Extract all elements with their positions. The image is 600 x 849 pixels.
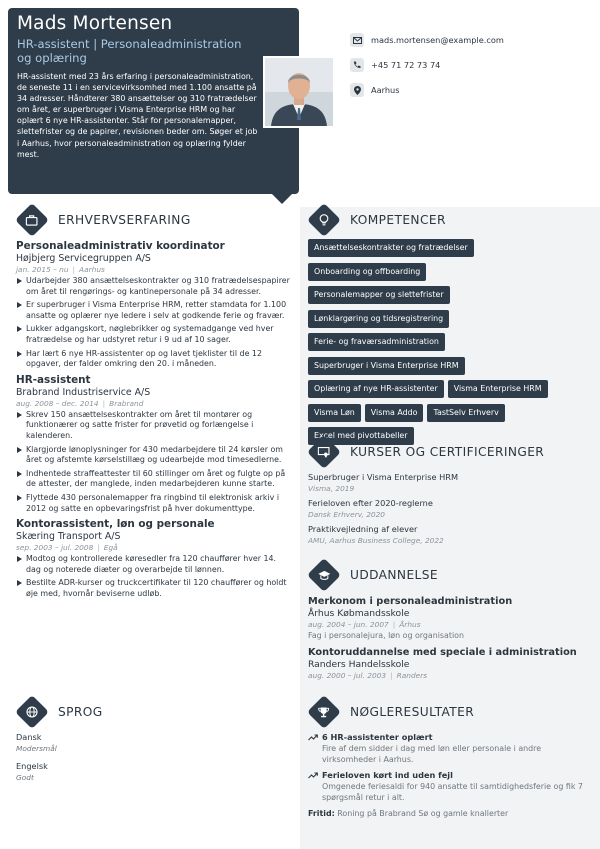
job-bullet: Lukker adgangskort, nøglebrikker og systemadgange ved hver fratrædelse og har udstyret retur i 9 ud af 10 sager. (16, 324, 290, 345)
course-meta: AMU, Aarhus Business College, 2022 (308, 536, 444, 545)
education-heading (308, 563, 438, 587)
mail-icon (350, 33, 364, 47)
job-location: Aarhus (79, 265, 105, 274)
spare-time (308, 808, 593, 819)
education-degree: Merkonom i personaleadministration (308, 596, 513, 607)
education-location: Århus (399, 620, 421, 629)
language-level: Modersmål (16, 744, 57, 753)
graduation-cap-icon (307, 558, 341, 592)
language-level: Godt (16, 773, 34, 782)
achievement-title (308, 732, 593, 743)
skill-tag: Onboarding og offboarding (308, 263, 426, 281)
courses-title: KURSER OG CERTIFICERINGER (350, 445, 545, 459)
header-card (8, 8, 299, 194)
job-entry (16, 240, 290, 370)
skill-tag: Superbruger i Visma Enterprise HRM (308, 357, 465, 375)
education-entry (308, 596, 593, 641)
trophy-icon (307, 695, 341, 729)
spare-time-text: Roning på Brabrand Sø og gamle knallerter (337, 809, 509, 818)
education-list (308, 596, 593, 681)
job-bullets (16, 410, 290, 514)
courses-heading (308, 440, 544, 464)
contact-email-row[interactable] (350, 32, 504, 48)
course-meta: Visma, 2019 (308, 484, 355, 493)
globe-icon (15, 695, 49, 729)
languages-heading (16, 700, 103, 724)
language-name: Dansk (16, 732, 42, 742)
job-bullet: Klargjorde lønoplysninger for 430 medarbejdere til 24 kørsler om året og afstemte kørselstillæg og udearbejde mod timesedlerne. (16, 445, 290, 466)
languages-list (16, 732, 290, 790)
candidate-name: Mads Mortensen (17, 13, 173, 34)
education-meta: aug. 2000 – jul. 2003 | Randers (308, 671, 428, 680)
trend-up-icon (308, 772, 318, 779)
course-name: Superbruger i Visma Enterprise HRM (308, 472, 459, 482)
contact-location: Aarhus (371, 85, 400, 95)
certificate-icon (307, 435, 341, 469)
candidate-role: HR-assistent | Personaleadministration og oplæring (17, 37, 242, 65)
courses-list (308, 472, 593, 550)
achievement-title-text: 6 HR-assistenter oplært (322, 732, 433, 742)
achievement-description: Fire af dem sidder i dag med løn eller personale i andre virksomheder i Aarhus. (322, 744, 542, 764)
contact-phone[interactable]: +45 71 72 73 74 (371, 60, 441, 70)
job-company: Højbjerg Servicegruppen A/S (16, 253, 151, 264)
location-pin-icon (350, 83, 364, 97)
skill-tag: Visma Enterprise HRM (448, 380, 548, 398)
job-meta: aug. 2008 – dec. 2014 | Brabrand (16, 398, 144, 408)
achievement-title (308, 770, 593, 781)
job-title: Kontorassistent, løn og personale (16, 518, 215, 531)
job-meta: jan. 2015 – nu | Aarhus (16, 265, 105, 274)
job-bullets (16, 276, 290, 370)
job-period: aug. 2008 – dec. 2014 (16, 398, 99, 408)
job-entry (16, 518, 290, 599)
experience-list (16, 240, 290, 602)
course-name: Praktikvejledning af elever (308, 524, 418, 534)
education-degree: Kontoruddannelse med speciale i administration (308, 647, 577, 658)
language-name: Engelsk (16, 761, 48, 771)
trend-up-icon (308, 734, 318, 741)
skills-heading (308, 208, 446, 232)
job-title: Personaleadministrativ koordinator (16, 240, 225, 252)
course-name: Ferieloven efter 2020-reglerne (308, 498, 433, 508)
job-bullets (16, 554, 290, 599)
experience-heading (16, 208, 191, 232)
achievement-description: Omgenede feriesaldi for 940 ansatte til samtidighedsferie og fik 7 spørgsmål retur i alt. (322, 782, 583, 802)
contact-phone-row[interactable] (350, 57, 504, 73)
job-company: Brabrand Industriservice A/S (16, 386, 151, 398)
skill-tag: Visma Addo (365, 404, 424, 422)
job-bullet: Flyttede 430 personalemapper fra ringbind til elektronisk arkiv i 2012 og satte en opbevaringsfrist på hver dokumenttype. (16, 493, 290, 514)
achievements-heading (308, 700, 474, 724)
spare-time-label: Fritid: (308, 809, 335, 818)
briefcase-icon (15, 203, 49, 237)
education-location: Randers (396, 671, 428, 680)
skill-tag: Excel med pivottabeller (308, 427, 414, 445)
education-period: aug. 2000 – jul. 2003 (308, 671, 387, 680)
skill-tag: Ansættelseskontrakter og fratrædelser (308, 239, 474, 257)
education-entry (308, 647, 593, 681)
job-meta: sep. 2003 – jul. 2008 | Egå (16, 543, 118, 553)
education-school: Århus Købmandsskole (308, 608, 410, 619)
achievements-list (308, 732, 593, 819)
person-icon (265, 58, 333, 126)
education-period: aug. 2004 – jun. 2007 (308, 620, 389, 629)
job-period: jan. 2015 – nu (16, 265, 69, 274)
contact-info (350, 32, 504, 107)
education-meta: aug. 2004 – jun. 2007 | Århus (308, 620, 421, 629)
phone-icon (350, 58, 364, 72)
contact-email[interactable]: mads.mortensen@example.com (371, 35, 504, 45)
job-bullet: Bestilte ADR-kurser og truckcertifikater til 120 chauffører og holdt øje med, hvornår beviserne udløb. (16, 578, 290, 599)
skill-tag: Visma Løn (308, 404, 361, 422)
job-company: Skæring Transport A/S (16, 531, 121, 543)
job-bullet: Har lært 6 nye HR-assistenter op og lavet tjeklister til de 12 opgaver, der falder omkring den 20. i måneden. (16, 349, 290, 370)
profile-photo (263, 56, 335, 128)
job-location: Egå (103, 543, 118, 553)
job-bullet: Udarbejder 380 ansættelseskontrakter og 310 fratrædelsespapirer om året til rengørings- og kantinepersonale på 34 adresser. (16, 276, 290, 297)
skill-tag: Lønklargøring og tidsregistrering (308, 310, 449, 328)
job-entry (16, 374, 290, 514)
education-description: Fag i personalejura, løn og organisation (308, 631, 464, 640)
education-school: Randers Handelsskole (308, 659, 410, 670)
experience-title: ERHVERVSERFARING (58, 213, 191, 227)
skills-list (308, 239, 593, 451)
job-bullet: Modtog og kontrollerede køresedler fra 120 chauffører hver 14. dag og noterede diæter og overarbejde til lønnen. (16, 554, 290, 575)
course-meta: Dansk Erhverv, 2020 (308, 510, 386, 519)
job-location: Brabrand (109, 398, 144, 408)
contact-location-row (350, 82, 504, 98)
achievement-title-text: Ferieloven kørt ind uden fejl (322, 770, 453, 780)
job-bullet: Indhentede straffeattester til 60 stillinger om året og fulgte op på de attester, der manglede, inden medarbejderen kunne starte. (16, 469, 290, 490)
achievements-title: NØGLERESULTATER (350, 705, 475, 719)
skill-tag: Personalemapper og slettefrister (308, 286, 450, 304)
profile-summary: HR-assistent med 23 års erfaring i personaleadministration, de seneste 11 i en servicevirksomhed med 1.100 ansatte på 34 adresser. Håndterer 380 ansættelser og 310 fratrædelser om året, er superbruger i Visma Enterprise HRM og har oplært 6 nye HR-assistenter. Står for personalemapper, slettefrister og de papirer, revisionen beder om. Søger et job i Aarhus, hvor personaleadministration og oplæring fylder mest. (17, 72, 258, 159)
skill-tag: Oplæring af nye HR-assistenter (308, 380, 444, 398)
skill-tag: TastSelv Erhverv (427, 404, 504, 422)
job-bullet: Er superbruger i Visma Enterprise HRM, retter stamdata for 1.100 ansatte og oplærer nye ledere i selv at godkende ferie og fravær. (16, 300, 290, 321)
skills-title: KOMPETENCER (350, 213, 446, 227)
job-period: sep. 2003 – jul. 2008 (16, 543, 94, 553)
job-bullet: Skrev 150 ansættelseskontrakter om året til montører og funktionærer og satte frister for prøvetid og forlængelse i kalenderen. (16, 410, 290, 442)
lightbulb-icon (307, 203, 341, 237)
skill-tag: Ferie- og fraværsadministration (308, 333, 445, 351)
languages-title: SPROG (58, 705, 103, 719)
job-title: HR-assistent (16, 373, 91, 386)
education-title: UDDANNELSE (350, 568, 438, 582)
